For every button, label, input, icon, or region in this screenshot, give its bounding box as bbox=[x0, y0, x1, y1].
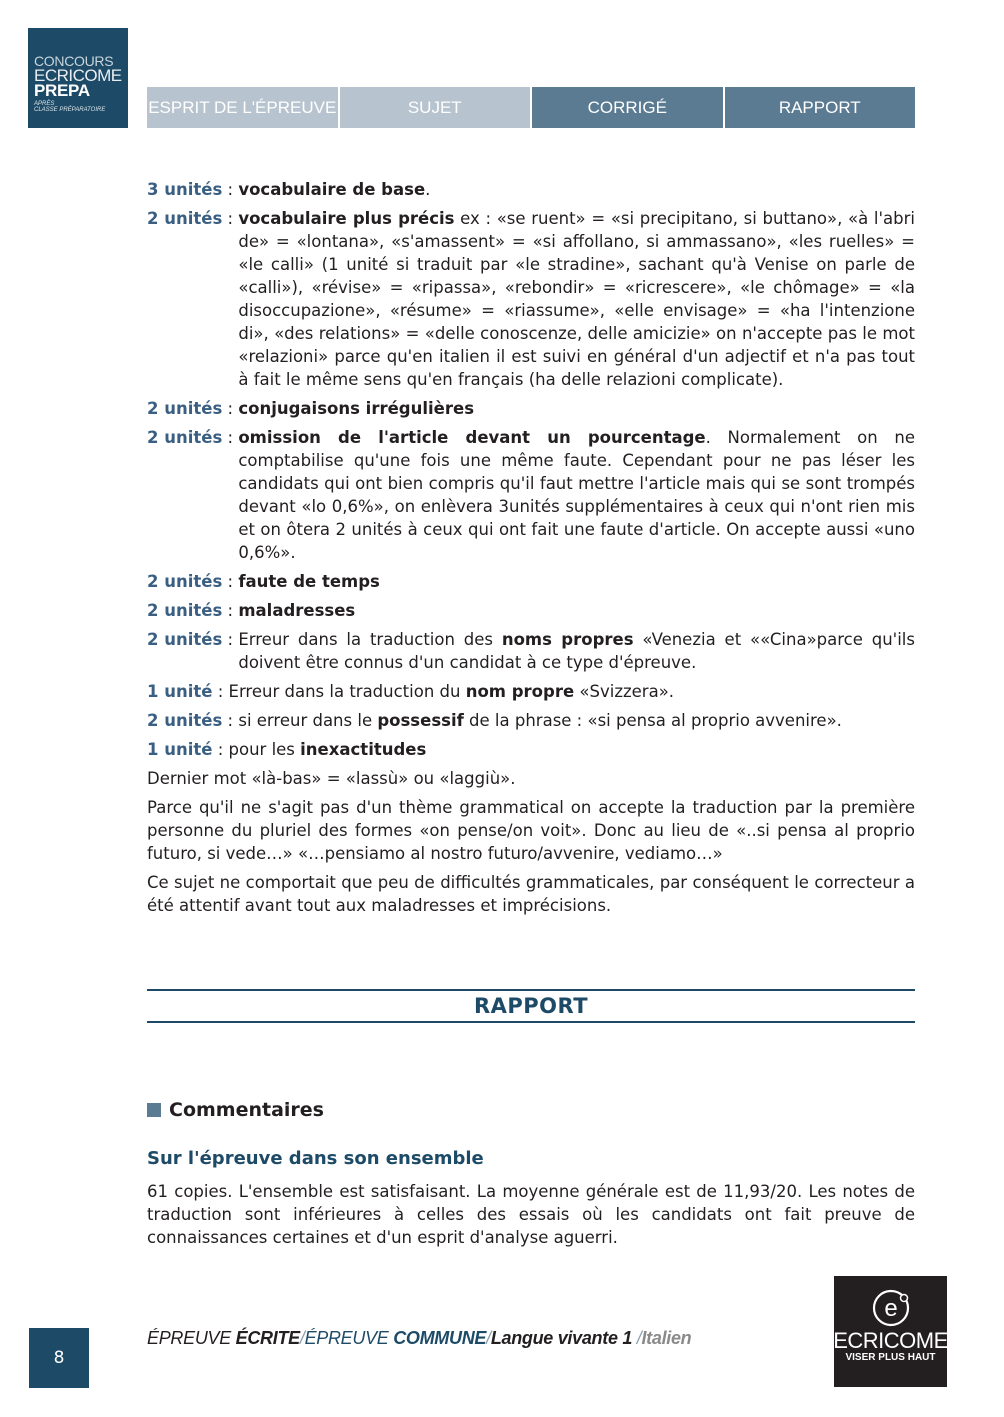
grading-text: . bbox=[425, 180, 431, 199]
logo-line-concours: CONCOURS bbox=[34, 53, 114, 69]
tab-rapport[interactable]: RAPPORT bbox=[725, 87, 916, 128]
unit-label: 2 unités bbox=[147, 399, 223, 418]
grading-text: Erreur dans la traduction du bbox=[228, 682, 466, 701]
tab-corrige[interactable]: CORRIGÉ bbox=[532, 87, 723, 128]
ecricome-e-icon bbox=[871, 1288, 911, 1328]
commentaires-heading bbox=[147, 1099, 324, 1121]
grading-text: «Svizzera». bbox=[574, 682, 675, 701]
paragraph-theme: Parce qu'il ne s'agit pas d'un thème grammatical on accepte la traduction par la première personne du pluriel des formes «on pense/on voit». Donc au lieu de «..si pensa al proprio futuro, si vede…» «…pensiamo al nostro futuro/avvenire, vediamo…» bbox=[147, 798, 915, 863]
unit-label: 2 unités bbox=[147, 209, 223, 228]
unit-label: 1 unité bbox=[147, 682, 213, 701]
grading-content bbox=[147, 178, 915, 923]
svg-text:e: e bbox=[883, 1295, 898, 1322]
grading-term: faute de temps bbox=[238, 572, 380, 591]
ecricome-logo bbox=[834, 1276, 947, 1387]
grading-row bbox=[147, 570, 915, 593]
unit-label: 2 unités bbox=[147, 428, 223, 447]
footer-ecrite: ÉCRITE bbox=[235, 1328, 300, 1348]
brand-tagline: VISER PLUS HAUT bbox=[845, 1352, 936, 1363]
unit-label: 2 unités bbox=[147, 711, 223, 730]
grading-text: Erreur dans la traduction des bbox=[238, 630, 502, 649]
unit-label: 1 unité bbox=[147, 740, 213, 759]
grading-text: si erreur dans le bbox=[238, 711, 378, 730]
footer-langue: Langue vivante 1 bbox=[490, 1328, 637, 1348]
logo-line-apres: APRÈS bbox=[34, 101, 55, 107]
grading-row bbox=[147, 207, 915, 391]
grading-row bbox=[147, 680, 915, 703]
grading-row bbox=[147, 426, 915, 564]
separator: : bbox=[222, 601, 239, 620]
grading-term: maladresses bbox=[238, 601, 356, 620]
tab-esprit[interactable]: ESPRIT DE L'ÉPREUVE bbox=[147, 87, 338, 128]
grading-term: possessif bbox=[377, 711, 464, 730]
grading-text: de la phrase : «si pensa al proprio avvenire». bbox=[463, 711, 842, 730]
grading-text: . Normalement on ne comptabilise qu'une fois une même faute. Cependant pour ne pas léser les candidats qui ont bien compris qu'il faut mettre l'article mais qui se sont trompés devant «lo 0,6%», on enlèvera 3unités supplémentaires à ceux qui n'ont rien mis et on ôtera 2 unités à ceux qui ont fait une faute d'article. On accepte aussi «uno 0,6%». bbox=[238, 428, 915, 562]
logo-line-classe: CLASSE PRÉPARATOIRE bbox=[34, 107, 106, 113]
grading-row bbox=[147, 628, 915, 674]
grading-term: nom propre bbox=[465, 682, 575, 701]
footer-commune: COMMUNE bbox=[393, 1328, 487, 1348]
grading-row bbox=[147, 599, 915, 622]
footer-slash: / bbox=[299, 1328, 305, 1348]
separator: : bbox=[222, 399, 239, 418]
square-bullet-icon bbox=[147, 1103, 161, 1117]
subsection-title: Sur l'épreuve dans son ensemble bbox=[147, 1148, 484, 1169]
paragraph-conclusion: Ce sujet ne comportait que peu de difficultés grammaticales, par conséquent le correcteur a été attentif avant tout aux maladresses et imprécisions. bbox=[147, 873, 915, 915]
separator: : bbox=[222, 711, 239, 730]
rapport-heading: RAPPORT bbox=[147, 989, 915, 1023]
ecricome-prepa-logo bbox=[28, 28, 128, 128]
commentaires-title: Commentaires bbox=[169, 1099, 324, 1121]
brand-name: ECRICOME bbox=[833, 1328, 948, 1353]
grading-row bbox=[147, 709, 915, 732]
tab-sujet[interactable]: SUJET bbox=[340, 87, 531, 128]
paragraph-dernier-mot: Dernier mot «là-bas» = «lassù» ou «laggiù». bbox=[147, 769, 516, 788]
footer-epreuve-2: ÉPREUVE bbox=[304, 1328, 394, 1348]
unit-label: 3 unités bbox=[147, 180, 223, 199]
grading-row bbox=[147, 397, 915, 420]
separator: : bbox=[212, 682, 229, 701]
logo-line-ecricome: ECRICOME bbox=[34, 66, 122, 85]
separator: : bbox=[222, 572, 239, 591]
footer-epreuve-1: ÉPREUVE bbox=[147, 1328, 236, 1348]
grading-term: conjugaisons irrégulières bbox=[238, 399, 475, 418]
footer-slash: / bbox=[486, 1328, 491, 1348]
rapport-summary: 61 copies. L'ensemble est satisfaisant. La moyenne générale est de 11,93/20. Les notes de traduction sont inférieures à celles des essais où les candidats ont fait preuve de connaissances certaines et d'un esprit d'analyse aguerri. bbox=[147, 1182, 915, 1247]
grading-text: ex : «se ruent» = «si precipitano, si buttano», «à l'abri de» = «lontana», «s'amassent» = «si affollano, si ammassano», «les ruelles» = «le calli» (1 unité si traduit par «le stradine», sachant qu'à Venise on parle de «calli»), «révise» = «ripassa», «rebondir» = «ricrescere», «le chômage» = «la disoccupazione», «résume» = «riassume», «elle envisage» = «ha l'intenzione di», «des relations» = «delle conoscenze, delle amicizie» on n'accepte pas le mot «relazioni» parce qu'en italien il est suivi en général d'un adjectif et n'a pas tout à fait le même sens qu'en français (ha delle relazioni complicate). bbox=[238, 209, 915, 389]
grading-term: inexactitudes bbox=[300, 740, 427, 759]
grading-term: omission de l'article devant un pourcentage bbox=[238, 428, 706, 447]
unit-label: 2 unités bbox=[147, 572, 223, 591]
unit-label: 2 unités bbox=[147, 601, 223, 620]
grading-term: vocabulaire de base bbox=[238, 180, 426, 199]
page-number: 8 bbox=[29, 1328, 89, 1388]
separator: : bbox=[222, 630, 239, 649]
separator: : bbox=[222, 180, 239, 199]
grading-row bbox=[147, 738, 915, 761]
grading-row bbox=[147, 178, 915, 201]
footer-slash: / bbox=[636, 1328, 642, 1348]
grading-term: vocabulaire plus précis bbox=[238, 209, 455, 228]
footer-breadcrumb bbox=[147, 1328, 691, 1349]
separator: : bbox=[222, 209, 239, 228]
logo-line-prepa: PREPA bbox=[34, 81, 90, 100]
separator: : bbox=[212, 740, 229, 759]
grading-text: «Venezia et ««Cina»parce qu'ils doivent être connus d'un candidat à ce type d'épreuve. bbox=[238, 630, 915, 672]
footer-italien: Italien bbox=[641, 1328, 692, 1348]
grading-term: noms propres bbox=[501, 630, 634, 649]
unit-label: 2 unités bbox=[147, 630, 223, 649]
grading-text: pour les bbox=[228, 740, 301, 759]
separator: : bbox=[222, 428, 239, 447]
section-tabs bbox=[147, 87, 915, 128]
